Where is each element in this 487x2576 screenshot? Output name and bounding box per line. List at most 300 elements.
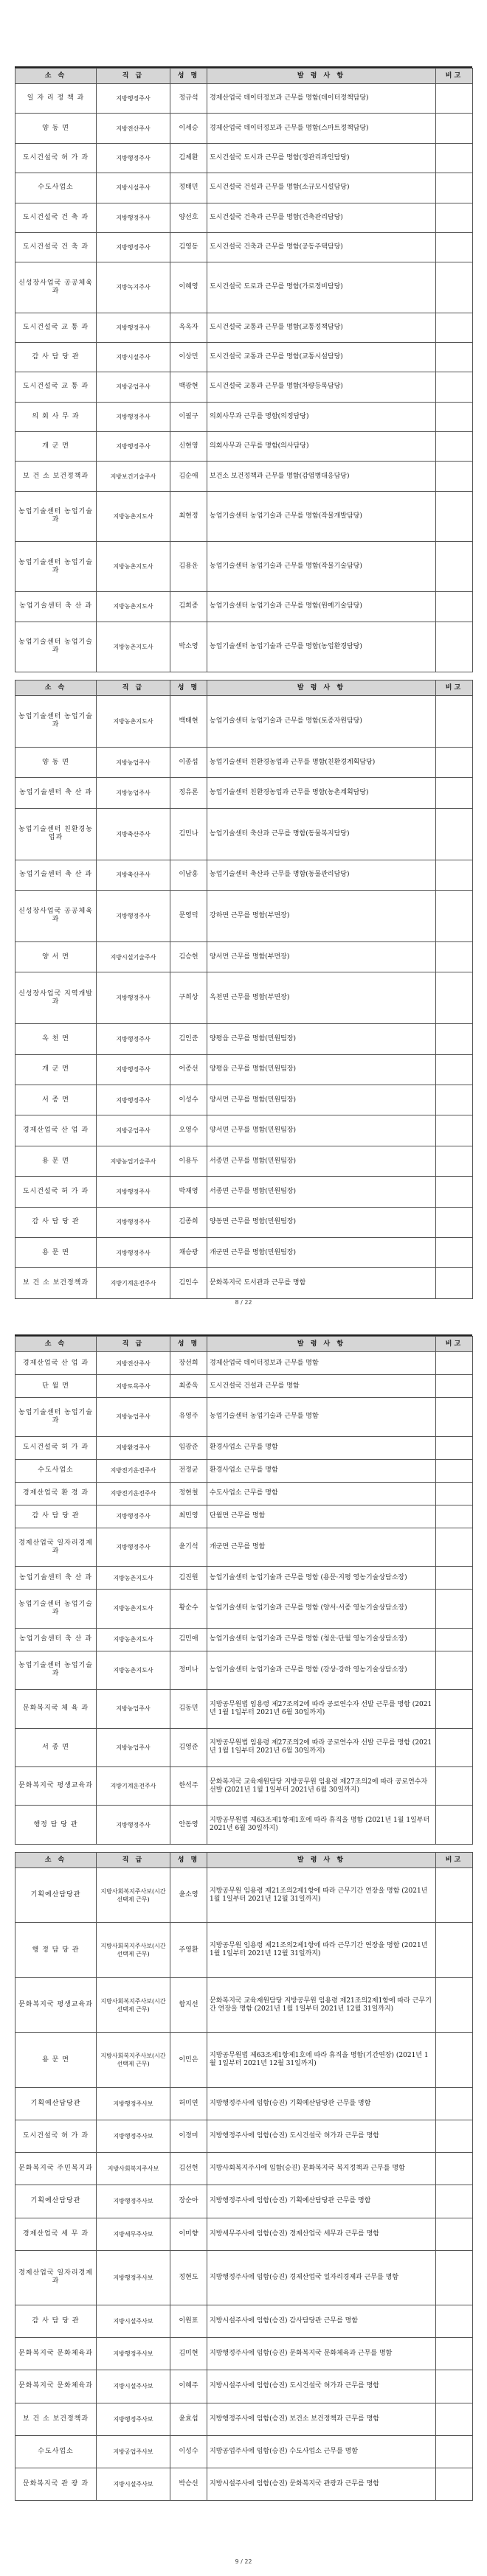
cell-name: 황순수 (170, 1590, 207, 1628)
table-row (15, 1177, 473, 1207)
column-header-name: 성 명 (170, 680, 207, 696)
cell-unit: 도시건설국 허 가 과 (15, 2120, 97, 2153)
cell-duty: 농업기술센터 농업기술과 근무를 명함 (청운·단월 영농기술상담소장) (207, 1628, 436, 1651)
cell-duty: 의회사무과 근무를 명함(의사담당) (207, 432, 436, 462)
cell-name: 정유론 (170, 778, 207, 808)
cell-name: 이미향 (170, 2218, 207, 2250)
cell-rank: 지방축산주사 (97, 808, 170, 860)
cell-name: 주영환 (170, 1923, 207, 1977)
cell-name: 장선희 (170, 1352, 207, 1375)
cell-note (436, 1767, 473, 1806)
cell-unit: 도시건설국 교 통 과 (15, 372, 97, 402)
table-row (15, 2338, 473, 2370)
column-header-note: 비고 (436, 1337, 473, 1352)
cell-duty: 농업기술센터 농업기술과 근무를 명함 (용문·지평 영농기술상담소장) (207, 1567, 436, 1590)
cell-name: 정미나 (170, 1651, 207, 1689)
table-row (15, 173, 473, 203)
page-2 (0, 1334, 487, 2501)
cell-unit: 양 동 면 (15, 114, 97, 143)
cell-rank: 지방행정주사 (97, 1238, 170, 1268)
table-row (15, 203, 473, 232)
page-1 (0, 66, 487, 1299)
cell-duty: 농업기술센터 농업기술과 근무를 명함(작물개발담당) (207, 491, 436, 541)
cell-unit: 양 서 면 (15, 941, 97, 972)
cell-note (436, 313, 473, 342)
cell-name: 박소영 (170, 622, 207, 672)
cell-unit: 도시건설국 허 가 과 (15, 143, 97, 173)
cell-duty: 지방공무원 임용령 제21조의2제1항에 따라 근무기간 연장을 명함 (2021년 1월 1일부터 2021년 12월 31일까지) (207, 1923, 436, 1977)
table-row (15, 2403, 473, 2435)
cell-duty: 도시건설국 도시과 근무를 명함(정관리과인담당) (207, 143, 436, 173)
cell-rank: 지방행정주사 (97, 432, 170, 462)
cell-note (436, 2370, 473, 2403)
cell-rank: 지방농촌지도사 (97, 592, 170, 622)
column-header-name: 성 명 (170, 1853, 207, 1868)
cell-duty: 농업기술센터 친환경농업과 근무를 명함(농촌계획담당) (207, 778, 436, 808)
table-row (15, 1146, 473, 1176)
cell-rank: 지방농촌지도사 (97, 696, 170, 748)
cell-name: 유영주 (170, 1398, 207, 1436)
table-row (15, 891, 473, 942)
table-row (15, 696, 473, 748)
cell-duty: 지방공무원법 제63조제1항제1호에 따라 휴직을 명함(기간연장) (2021년 1월 1일부터 2021년 12월 31일까지) (207, 2033, 436, 2087)
table-row (15, 1528, 473, 1566)
cell-rank: 지방농촌지도사 (97, 491, 170, 541)
cell-note (436, 1398, 473, 1436)
table-row (15, 232, 473, 262)
table-row (15, 462, 473, 491)
cell-name: 최종욱 (170, 1375, 207, 1398)
table-row (15, 972, 473, 1024)
cell-note (436, 2403, 473, 2435)
cell-note (436, 2087, 473, 2120)
cell-unit: 감 사 담 당 관 (15, 1505, 97, 1528)
cell-note (436, 372, 473, 402)
cell-name: 양선호 (170, 203, 207, 232)
cell-rank: 지방행정주사 (97, 313, 170, 342)
column-header-duty: 발 령 사 항 (207, 69, 436, 84)
cell-duty: 농업기술센터 축산과 근무를 명함(동물복지담당) (207, 808, 436, 860)
column-header-note: 비고 (436, 1853, 473, 1868)
header-row (15, 1853, 473, 1868)
cell-unit: 문화복지국 주민복지과 (15, 2153, 97, 2185)
cell-name: 이종섭 (170, 747, 207, 777)
cell-unit: 도시건설국 교 통 과 (15, 313, 97, 342)
table-row (15, 1375, 473, 1398)
cell-rank: 지방토목주사 (97, 1375, 170, 1398)
cell-name: 이원표 (170, 2305, 207, 2338)
cell-rank: 지방행정주사 (97, 1505, 170, 1528)
table-row (15, 542, 473, 592)
column-header-unit: 소 속 (15, 1853, 97, 1868)
cell-rank: 지방농업기술주사 (97, 1146, 170, 1176)
cell-rank: 지방세무주사보 (97, 2218, 170, 2250)
cell-unit: 보 건 소 보건정책과 (15, 2403, 97, 2435)
cell-name: 오영수 (170, 1115, 207, 1146)
cell-note (436, 462, 473, 491)
cell-duty: 농업기술센터 농업기술과 근무를 명함(작물기술담당) (207, 542, 436, 592)
cell-name: 안동영 (170, 1806, 207, 1845)
table-row (15, 1505, 473, 1528)
cell-unit: 신성장사업국 공공체육과 (15, 891, 97, 942)
cell-duty: 지방행정주사에 임함(승진) 보건소 보건정책과 근무를 명함 (207, 2403, 436, 2435)
cell-duty: 지방공무원법 임용령 제27조의2에 따라 공로연수자 선발 근무를 명함 (2021년 1월 1일부터 2021년 6월 30일까지) (207, 1728, 436, 1766)
table-row (15, 747, 473, 777)
cell-rank: 지방행정주사 (97, 143, 170, 173)
cell-rank: 지방전기운전주사 (97, 1482, 170, 1505)
cell-name: 김순애 (170, 462, 207, 491)
table-row (15, 2370, 473, 2403)
table-row (15, 2185, 473, 2218)
cell-duty: 양동면 근무를 명함(민원팀장) (207, 1207, 436, 1237)
cell-duty: 농업기술센터 농업기술과 근무를 명함(원예기술담당) (207, 592, 436, 622)
table-row (15, 941, 473, 972)
cell-rank: 지방공업주사 (97, 1115, 170, 1146)
table-row (15, 1628, 473, 1651)
cell-rank: 지방농촌지도사 (97, 1651, 170, 1689)
table-row (15, 1268, 473, 1299)
cell-rank: 지방전산주사 (97, 1352, 170, 1375)
cell-unit: 농업기술센터 농업기술과 (15, 622, 97, 672)
column-header-rank: 직 급 (97, 1853, 170, 1868)
table-row (15, 1977, 473, 2032)
cell-name: 이세승 (170, 114, 207, 143)
cell-note (436, 2435, 473, 2468)
cell-unit: 농업기술센터 농업기술과 (15, 542, 97, 592)
cell-unit: 수도사업소 (15, 1459, 97, 1482)
appointment-table-4 (15, 1852, 473, 2501)
cell-note (436, 972, 473, 1024)
cell-name: 최민영 (170, 1505, 207, 1528)
cell-name: 김승헌 (170, 941, 207, 972)
cell-duty: 경제산업국 데이터정보과 근무를 명함(데이터정책담당) (207, 84, 436, 114)
cell-note (436, 1728, 473, 1766)
cell-note (436, 402, 473, 431)
cell-note (436, 1628, 473, 1651)
column-header-name: 성 명 (170, 1337, 207, 1352)
cell-note (436, 1207, 473, 1237)
cell-unit: 문화복지국 문화체육과 (15, 2370, 97, 2403)
cell-note (436, 778, 473, 808)
cell-unit: 감 사 담 당 관 (15, 342, 97, 372)
cell-unit: 옥 천 면 (15, 1024, 97, 1054)
cell-name: 김선헌 (170, 2153, 207, 2185)
cell-duty: 문화복지국 도서관과 근무를 명함 (207, 1268, 436, 1299)
cell-name: 김진원 (170, 1567, 207, 1590)
cell-unit: 보 건 소 보건정책과 (15, 1268, 97, 1299)
cell-note (436, 1590, 473, 1628)
cell-unit: 기획예산담당관 (15, 1868, 97, 1923)
table-row (15, 1728, 473, 1766)
cell-note (436, 941, 473, 972)
cell-name: 이정미 (170, 2120, 207, 2153)
cell-duty: 농업기술센터 농업기술과 근무를 명함(토종자원담당) (207, 696, 436, 748)
cell-duty: 문화복지국 교육재원담당 지방공무원 임용령 제27조의2에 따라 공로연수자 선발 (2021년 1월 1일부터 2021년 6월 30일까지) (207, 1767, 436, 1806)
cell-rank: 지방행정주사 (97, 402, 170, 431)
cell-unit: 농업기술센터 농업기술과 (15, 1398, 97, 1436)
cell-note (436, 491, 473, 541)
cell-note (436, 2185, 473, 2218)
cell-note (436, 1806, 473, 1845)
table-row (15, 2153, 473, 2185)
cell-rank: 지방행정주사보 (97, 2120, 170, 2153)
cell-unit: 문화복지국 평생교육과 (15, 1977, 97, 2032)
cell-unit: 농업기술센터 친환경농업과 (15, 808, 97, 860)
cell-rank: 지방농업주사 (97, 778, 170, 808)
cell-duty: 의회사무과 근무를 명함(의정담당) (207, 402, 436, 431)
appointment-table-2 (15, 680, 473, 1299)
cell-rank: 지방녹지주사 (97, 262, 170, 313)
table-row (15, 491, 473, 541)
cell-duty: 지방사회복지주사에 임함(승진) 문화복지국 복지정책과 근무를 명함 (207, 2153, 436, 2185)
cell-name: 김인수 (170, 1268, 207, 1299)
cell-unit: 신성장사업국 지역개발과 (15, 972, 97, 1024)
table-row (15, 2120, 473, 2153)
table-row (15, 1238, 473, 1268)
cell-name: 김희종 (170, 592, 207, 622)
cell-note (436, 2338, 473, 2370)
cell-note (436, 1024, 473, 1054)
cell-duty: 환경사업소 근무를 명함 (207, 1436, 436, 1459)
cell-unit: 신성장사업국 공공체육과 (15, 262, 97, 313)
cell-note (436, 1085, 473, 1115)
column-header-rank: 직 급 (97, 680, 170, 696)
cell-duty: 지방행정주사에 임함(승진) 기획예산담당관 근무를 명함 (207, 2087, 436, 2120)
column-header-note: 비고 (436, 69, 473, 84)
cell-name: 임광준 (170, 1436, 207, 1459)
cell-duty: 농업기술센터 친환경농업과 근무를 명함(친환경계획담당) (207, 747, 436, 777)
cell-unit: 문화복지국 관 광 과 (15, 2468, 97, 2500)
cell-duty: 농업기술센터 축산과 근무를 명함(동물관리담당) (207, 860, 436, 890)
cell-rank: 지방축산주사 (97, 860, 170, 890)
table-row (15, 1806, 473, 1845)
cell-unit: 농업기술센터 농업기술과 (15, 1651, 97, 1689)
cell-name: 김인준 (170, 1024, 207, 1054)
cell-rank: 지방사회복지주사보(시간선택제 근무) (97, 2033, 170, 2087)
page-number: 8 / 22 (235, 1299, 252, 1306)
cell-name: 채승광 (170, 1238, 207, 1268)
column-header-name: 성 명 (170, 69, 207, 84)
cell-duty: 농업기술센터 농업기술과 근무를 명함 (207, 1398, 436, 1436)
cell-name: 이필구 (170, 402, 207, 431)
cell-rank: 지방보건기술주사 (97, 462, 170, 491)
column-header-unit: 소 속 (15, 680, 97, 696)
cell-duty: 지방행정주사에 임함(승진) 기획예산담당관 근무를 명함 (207, 2185, 436, 2218)
cell-unit: 경제산업국 일자리경제과 (15, 2250, 97, 2305)
cell-unit: 용 문 면 (15, 1238, 97, 1268)
cell-unit: 농업기술센터 축 산 과 (15, 778, 97, 808)
cell-name: 이민은 (170, 2033, 207, 2087)
cell-rank: 지방시설주사보 (97, 2370, 170, 2403)
cell-duty: 양서면 근무를 명함(민원팀장) (207, 1115, 436, 1146)
cell-note (436, 173, 473, 203)
cell-duty: 서종면 근무를 명함(민원팀장) (207, 1177, 436, 1207)
cell-duty: 환경사업소 근무를 명함 (207, 1459, 436, 1482)
cell-duty: 지방공무원법 제63조제1항제1호에 따라 휴직을 명함 (2021년 1월 1일부터 2021년 6월 30일까지) (207, 1806, 436, 1845)
cell-duty: 강하면 근무를 명함(부면장) (207, 891, 436, 942)
cell-name: 어종선 (170, 1054, 207, 1085)
cell-name: 김영동 (170, 232, 207, 262)
cell-unit: 경제산업국 일자리경제과 (15, 1528, 97, 1566)
cell-rank: 지방행정주사 (97, 1207, 170, 1237)
cell-rank: 지방환경주사 (97, 1436, 170, 1459)
table-row (15, 1567, 473, 1590)
cell-rank: 지방시설주사 (97, 342, 170, 372)
cell-name: 백광현 (170, 372, 207, 402)
cell-duty: 지방행정주사에 임함(승진) 도시건설국 허가과 근무를 명함 (207, 2120, 436, 2153)
cell-name: 김민애 (170, 1628, 207, 1651)
cell-rank: 지방시설주사보 (97, 2305, 170, 2338)
cell-note (436, 342, 473, 372)
table-row (15, 808, 473, 860)
table-row (15, 372, 473, 402)
cell-name: 박승선 (170, 2468, 207, 2500)
cell-rank: 지방공업주사보 (97, 2435, 170, 2468)
table-row (15, 402, 473, 431)
cell-name: 최현정 (170, 491, 207, 541)
cell-unit: 감 사 담 당 관 (15, 2305, 97, 2338)
cell-duty: 지방시설주사에 임함(승진) 도시건설국 허가과 근무를 명함 (207, 2370, 436, 2403)
column-header-unit: 소 속 (15, 69, 97, 84)
cell-duty: 도시건설국 도로과 근무를 명함(가로정비담당) (207, 262, 436, 313)
cell-rank: 지방농촌지도사 (97, 622, 170, 672)
cell-unit: 경제산업국 산 업 과 (15, 1352, 97, 1375)
cell-name: 옥옥자 (170, 313, 207, 342)
cell-duty: 지방시설주사에 임함(승진) 문화복지국 관광과 근무를 명함 (207, 2468, 436, 2500)
cell-note (436, 1690, 473, 1728)
column-header-rank: 직 급 (97, 69, 170, 84)
cell-rank: 지방전산주사 (97, 114, 170, 143)
cell-unit: 의 회 사 무 과 (15, 402, 97, 431)
cell-note (436, 1115, 473, 1146)
cell-note (436, 808, 473, 860)
cell-unit: 보 건 소 보건정책과 (15, 462, 97, 491)
table-row (15, 1923, 473, 1977)
cell-note (436, 747, 473, 777)
cell-unit: 도시건설국 허 가 과 (15, 1177, 97, 1207)
cell-note (436, 232, 473, 262)
cell-duty: 도시건설국 교통과 근무를 명함(차량등록담당) (207, 372, 436, 402)
cell-name: 이용두 (170, 1146, 207, 1176)
cell-name: 함지선 (170, 1977, 207, 2032)
cell-name: 이상민 (170, 342, 207, 372)
cell-unit: 농업기술센터 농업기술과 (15, 1590, 97, 1628)
cell-rank: 지방사회복지주사보(시간선택제 근무) (97, 1868, 170, 1923)
cell-rank: 지방시설주사보 (97, 2468, 170, 2500)
cell-name: 김미현 (170, 2338, 207, 2370)
cell-unit: 행정 담 당 관 (15, 1806, 97, 1845)
cell-rank: 지방행정주사 (97, 1806, 170, 1845)
cell-duty: 보건소 보건정책과 근무를 명함(감염병대응담당) (207, 462, 436, 491)
table-row (15, 1054, 473, 1085)
cell-rank: 지방농촌지도사 (97, 1590, 170, 1628)
cell-name: 이혜영 (170, 262, 207, 313)
table-row (15, 2250, 473, 2305)
table-row (15, 143, 473, 173)
cell-unit: 농업기술센터 축 산 과 (15, 1567, 97, 1590)
cell-note (436, 1054, 473, 1085)
cell-duty: 지방공무원법 임용령 제27조의2에 따라 공로연수자 선발 근무를 명함 (2021년 1월 1일부터 2021년 6월 30일까지) (207, 1690, 436, 1728)
cell-duty: 개군면 근무를 명함 (207, 1528, 436, 1566)
cell-unit: 개 군 면 (15, 432, 97, 462)
table-row (15, 860, 473, 890)
cell-unit: 문화복지국 체 육 과 (15, 1690, 97, 1728)
cell-name: 윤소영 (170, 1868, 207, 1923)
cell-note (436, 1268, 473, 1299)
cell-unit: 감 사 담 당 관 (15, 1207, 97, 1237)
cell-rank: 지방농촌지도사 (97, 1567, 170, 1590)
cell-rank: 지방행정주사 (97, 232, 170, 262)
cell-name: 김동민 (170, 1690, 207, 1728)
cell-unit: 문화복지국 평생교육과 (15, 1767, 97, 1806)
cell-unit: 농업기술센터 농업기술과 (15, 696, 97, 748)
cell-duty: 도시건설국 교통과 근무를 명함(교통정책담당) (207, 313, 436, 342)
cell-note (436, 1146, 473, 1176)
cell-unit: 경제산업국 산 업 과 (15, 1115, 97, 1146)
cell-name: 이혜주 (170, 2370, 207, 2403)
cell-rank: 지방전기운전주사 (97, 1459, 170, 1482)
cell-unit: 수도사업소 (15, 173, 97, 203)
cell-note (436, 1238, 473, 1268)
cell-name: 이성수 (170, 2435, 207, 2468)
table-row (15, 2468, 473, 2500)
table-row (15, 2087, 473, 2120)
cell-name: 백태현 (170, 696, 207, 748)
cell-rank: 지방행정주사 (97, 1528, 170, 1566)
cell-duty: 농업기술센터 농업기술과 근무를 명함(농업환경담당) (207, 622, 436, 672)
cell-note (436, 143, 473, 173)
table-row (15, 622, 473, 672)
cell-unit: 농업기술센터 축 산 과 (15, 1628, 97, 1651)
header-row (15, 1337, 473, 1352)
cell-unit: 일 자 리 정 책 과 (15, 84, 97, 114)
cell-note (436, 114, 473, 143)
cell-name: 정규석 (170, 84, 207, 114)
cell-duty: 지방공무원 임용령 제21조의2제1항에 따라 근무기간 연장을 명함 (2021년 1월 1일부터 2021년 12월 31일까지) (207, 1868, 436, 1923)
cell-name: 신현영 (170, 432, 207, 462)
column-header-rank: 직 급 (97, 1337, 170, 1352)
cell-unit: 기획예산담당관 (15, 2185, 97, 2218)
cell-rank: 지방행정주사보 (97, 2250, 170, 2305)
cell-note (436, 696, 473, 748)
cell-unit: 용 문 면 (15, 1146, 97, 1176)
cell-rank: 지방기계운전주사 (97, 1767, 170, 1806)
cell-note (436, 1868, 473, 1923)
cell-rank: 지방행정주사 (97, 1024, 170, 1054)
cell-rank: 지방공업주사 (97, 372, 170, 402)
cell-rank: 지방행정주사 (97, 1177, 170, 1207)
cell-duty: 농업기술센터 농업기술과 근무를 명함 (강상·강하 영농기술상담소장) (207, 1651, 436, 1689)
cell-duty: 도시건설국 건축과 근무를 명함(건축관리담당) (207, 203, 436, 232)
cell-note (436, 2468, 473, 2500)
cell-note (436, 203, 473, 232)
cell-duty: 도시건설국 건축과 근무를 명함(공동주택담당) (207, 232, 436, 262)
cell-note (436, 542, 473, 592)
table-row (15, 1207, 473, 1237)
cell-rank: 지방행정주사 (97, 972, 170, 1024)
cell-unit: 도시건설국 건 축 과 (15, 203, 97, 232)
cell-duty: 도시건설국 교통과 근무를 명함(교통시설담당) (207, 342, 436, 372)
cell-name: 정현도 (170, 2250, 207, 2305)
cell-rank: 지방사회복지주사보(시간선택제 근무) (97, 1977, 170, 2032)
cell-rank: 지방농촌지도사 (97, 1628, 170, 1651)
header-row (15, 69, 473, 84)
cell-duty: 지방세무주사에 임함(승진) 경제산업국 세무과 근무를 명함 (207, 2218, 436, 2250)
cell-name: 김영준 (170, 1728, 207, 1766)
cell-note (436, 1352, 473, 1375)
table-row (15, 2033, 473, 2087)
cell-name: 김종희 (170, 1207, 207, 1237)
